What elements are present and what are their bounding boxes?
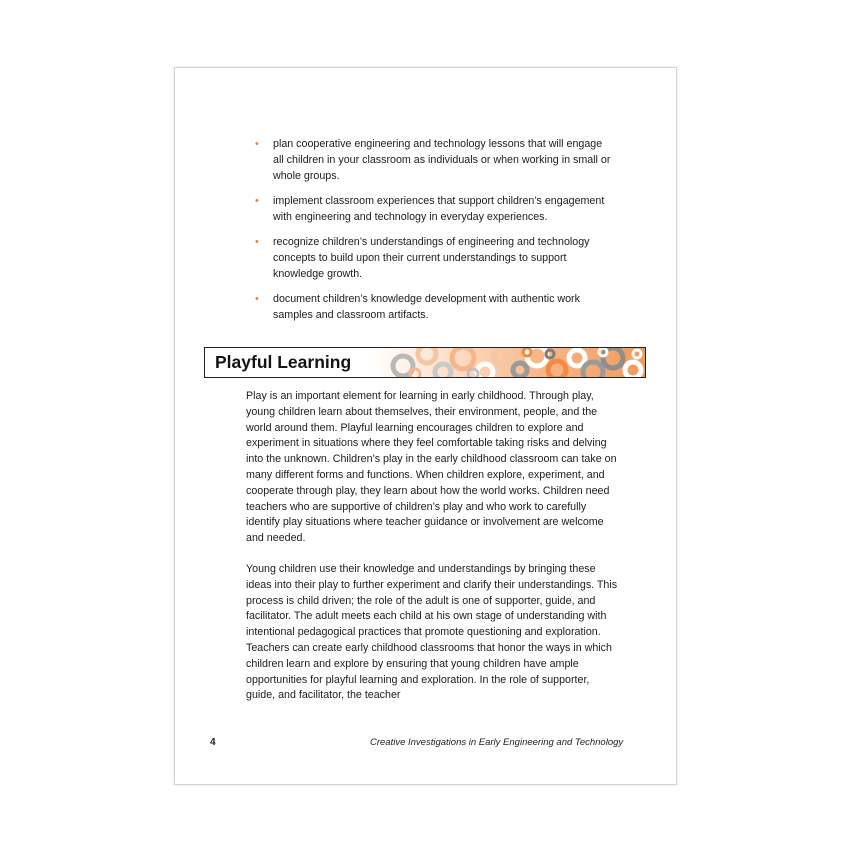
bullet-text: plan cooperative engineering and technology lessons that will engage all children in your classroom as individuals or when working in small or whole groups.: [273, 138, 611, 182]
ring: [452, 348, 474, 369]
ring: [494, 348, 512, 366]
ring: [468, 369, 478, 377]
body-paragraph: Young children use their knowledge and understandings by bringing these ideas into their play to further experiment and clarify their understandings. This process is child driven; the role of the adult is one of supporter, guide, and facilitator. The adult meets each child at his own stage of understanding with intentional pedagogical practices that promote questioning and exploration. Teachers can create early childhood classrooms that honor the ways in which children learn and explore by ensuring that young children have ample opportunities for playful learning and exploration. In the role of supporter, guide, and facilitator, the teacher: [246, 563, 618, 702]
bullet-text: implement classroom experiences that support children’s engagement with engineering and technology in everyday experiences.: [273, 195, 605, 223]
bullet-marker: •: [255, 293, 259, 305]
ring: [625, 362, 641, 377]
ring: [569, 350, 585, 366]
ring: [435, 364, 451, 377]
ring: [513, 363, 527, 377]
ring: [546, 350, 554, 358]
bullet-item: [255, 234, 615, 282]
bullet-marker: •: [255, 236, 259, 248]
bullet-item: [255, 291, 615, 323]
objectives-bullet-list: [255, 136, 615, 332]
ring: [548, 361, 566, 377]
bullet-item: [255, 136, 615, 184]
bullet-text: document children’s knowledge development with authentic work samples and classroom artifacts.: [273, 293, 580, 321]
page-number: 4: [210, 737, 216, 748]
section-title: Playful Learning: [215, 352, 352, 372]
body-paragraph: Play is an important element for learning in early childhood. Through play, young children learn about themselves, their environment, people, and the world around them. Playful learning encourages children to explore and experiment in situations where they feel comfortable taking risks and delving into the unknown. Children’s play in the early childhood classroom can take on many different forms and functions. When children explore, experiment, and cooperate through play, they learn about how the world works. Children need teachers who are supportive of children’s play and who work to carefully identify play situations where teacher guidance or involvement are welcome and needed.: [246, 390, 617, 545]
bullet-marker: •: [255, 195, 259, 207]
ring: [583, 362, 603, 377]
ring: [418, 348, 436, 363]
ring: [410, 369, 420, 377]
bullet-text: recognize children’s understandings of engineering and technology concepts to build upon their current understandings to support knowledge growth.: [273, 236, 590, 280]
running-footer-title: Creative Investigations in Early Engineering and Technology: [370, 737, 624, 748]
bullet-item: [255, 193, 615, 225]
ring: [633, 350, 641, 358]
bullet-marker: •: [255, 138, 259, 150]
section-banner: [204, 347, 646, 378]
